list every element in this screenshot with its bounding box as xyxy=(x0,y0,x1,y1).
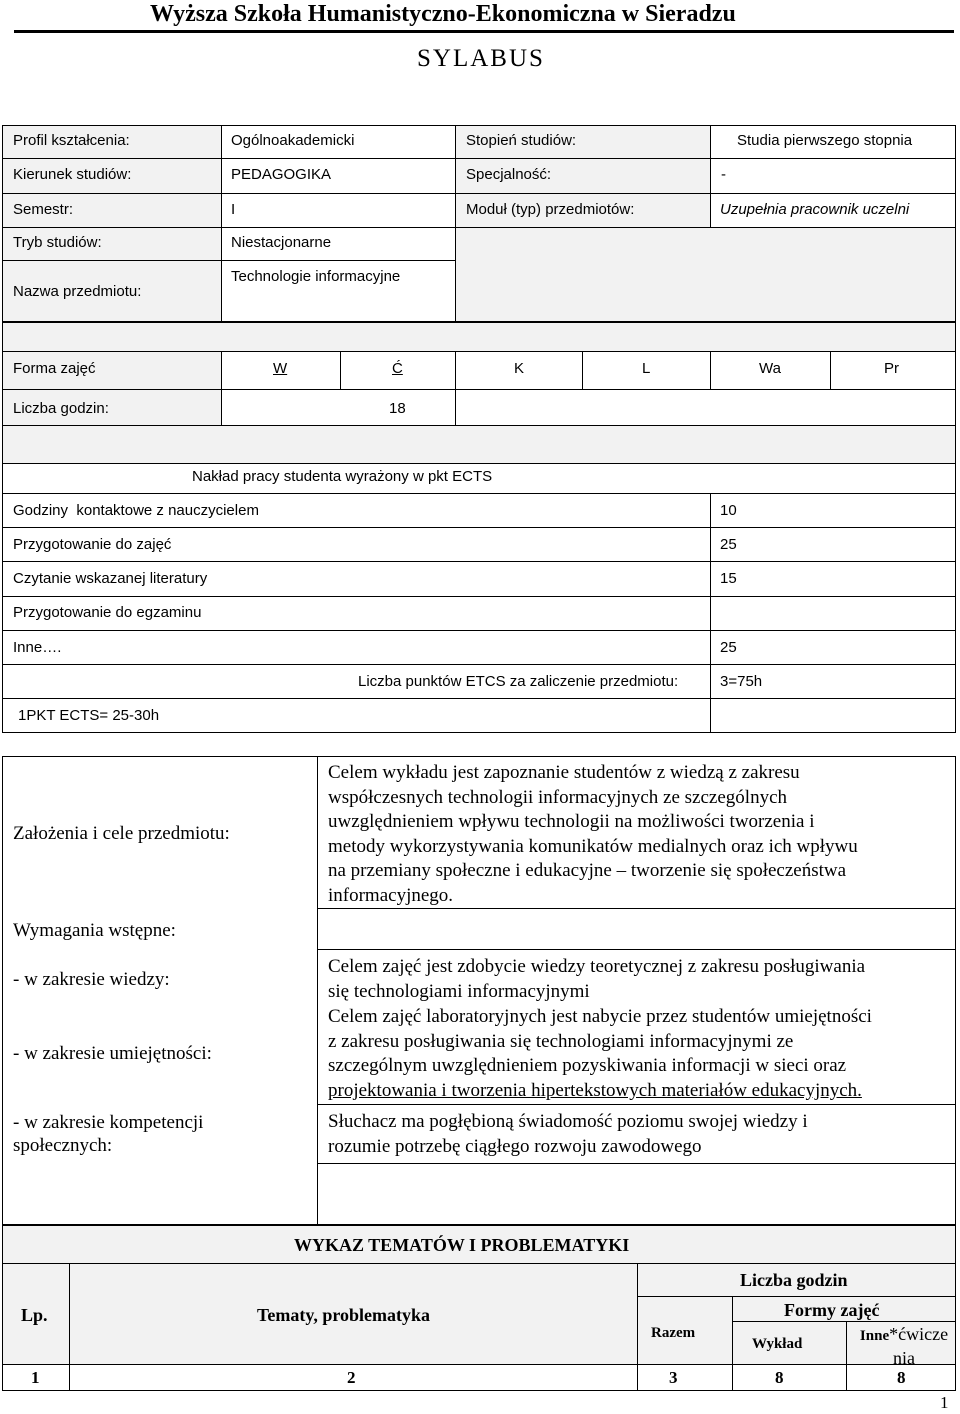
form-header-c: Ć xyxy=(392,360,403,377)
ects-note: 1PKT ECTS= 25-30h xyxy=(18,707,160,724)
formy-zajec-header: Formy zajęć xyxy=(784,1300,880,1320)
semestr-label: Semestr: xyxy=(13,201,74,218)
zalozenia-label: Założenia i cele przedmiotu: xyxy=(13,823,230,844)
col-number: 3 xyxy=(669,1368,678,1387)
umiejetnosci-text xyxy=(328,1005,872,1103)
col-number: 1 xyxy=(31,1368,40,1387)
wiedza-label: - w zakresie wiedzy: xyxy=(13,969,170,990)
form-header-wa: Wa xyxy=(759,360,781,377)
text-line: informacyjnego. xyxy=(328,884,454,906)
liczba-godzin-header: Liczba godzin xyxy=(740,1270,848,1290)
kompetencje-label-line: społecznych: xyxy=(13,1135,113,1156)
inne-header-part: Inne xyxy=(859,1328,890,1344)
topics-title: WYKAZ TEMATÓW I PROBLEMATYKI xyxy=(294,1235,630,1255)
razem-header: Razem xyxy=(651,1325,696,1341)
text-line: Słuchacz ma pogłębioną świadomość poziomu swojej wiedzy i xyxy=(328,1111,808,1132)
text-line: uwzględnieniem wpływu technologii na możliwości tworzenia i xyxy=(328,811,815,833)
ects-total-value: 3=75h xyxy=(720,673,763,690)
umiejetnosci-label: - w zakresie umiejętności: xyxy=(13,1043,212,1064)
form-header-l: L xyxy=(642,360,651,377)
text-line: współczesnych technologii informacyjnych ze szczególnych xyxy=(328,786,787,808)
ects-row-label: Czytanie wskazanej literatury xyxy=(13,570,208,587)
doc-title: SYLABUS xyxy=(417,45,545,72)
profil-value: Ogólnoakademicki xyxy=(231,132,355,149)
text-line: projektowania i tworzenia hipertekstowych materiałów edukacyjnych. xyxy=(328,1079,862,1101)
text-line: Celem zajęć jest zdobycie wiedzy teoretycznej z zakresu posługiwania xyxy=(328,956,866,977)
ects-row-value: 10 xyxy=(720,502,737,519)
ects-title: Nakład pracy studenta wyrażony w pkt ECTS xyxy=(192,468,493,485)
text-line: metody wykorzystywania komunikatów medialnych oraz ich wpływu xyxy=(328,835,858,857)
text-line: rozumie potrzebę ciągłego rozwoju zawodowego xyxy=(328,1135,702,1157)
ects-total-label: Liczba punktów ETCS za zaliczenie przedmiotu: xyxy=(358,673,679,690)
wiedza-text xyxy=(328,955,865,1004)
tryb-value: Niestacjonarne xyxy=(231,234,332,251)
specjalnosc-label: Specjalność: xyxy=(466,166,552,183)
profil-label: Profil kształcenia: xyxy=(13,132,130,149)
ects-row-value: 25 xyxy=(720,639,737,656)
tryb-label: Tryb studiów: xyxy=(13,234,102,251)
text-line: szczególnym uwzględnieniem pozyskiwania informacji w sieci oraz xyxy=(328,1055,847,1077)
form-header-w: W xyxy=(273,360,288,377)
modul-value: Uzupełnia pracownik uczelni xyxy=(720,201,910,218)
page-number: 1 xyxy=(940,1393,949,1412)
forms-label: Forma zajęć xyxy=(13,360,96,377)
profile-shade-right xyxy=(455,227,955,321)
ects-row-value: 25 xyxy=(720,536,737,553)
inne-header xyxy=(852,1323,956,1369)
col-number: 8 xyxy=(897,1368,906,1387)
semestr-value: I xyxy=(231,201,236,218)
wyklad-header: Wykład xyxy=(752,1336,803,1352)
text-line: z zakresu posługiwania się technologiami informacyjnymi ze xyxy=(328,1030,794,1052)
modul-label: Moduł (typ) przedmiotów: xyxy=(466,201,635,218)
lp-header: Lp. xyxy=(21,1305,48,1325)
ects-row-label: Godziny kontaktowe z nauczycielem xyxy=(13,502,259,519)
inne-header-part: nia xyxy=(893,1348,915,1368)
school-name: Wyższa Szkoła Humanistyczno-Ekonomiczna w Sieradzu xyxy=(150,1,736,27)
col-number: 8 xyxy=(775,1368,784,1387)
specjalnosc-value: - xyxy=(721,166,726,183)
text-line: się technologiami informacyjnymi xyxy=(328,980,590,1002)
hours-label: Liczba godzin: xyxy=(13,400,109,417)
hours-w-value: 18 xyxy=(389,400,406,417)
kompetencje-label-line: - w zakresie kompetencji xyxy=(13,1112,204,1133)
form-header-k: K xyxy=(514,360,525,377)
tematy-header: Tematy, problematyka xyxy=(257,1305,431,1325)
ects-row-label: Przygotowanie do egzaminu xyxy=(13,604,202,621)
nazwa-label: Nazwa przedmiotu: xyxy=(13,283,142,300)
form-header-pr: Pr xyxy=(884,360,899,377)
stopien-value: Studia pierwszego stopnia xyxy=(737,132,913,149)
text-line: na przemiany społeczne i edukacyjne – tworzenie się społeczeństwa xyxy=(328,860,847,882)
kompetencje-label xyxy=(13,1111,203,1157)
zalozenia-text xyxy=(328,761,858,909)
stopien-label: Stopień studiów: xyxy=(466,132,577,149)
inne-header-part: *ćwicze xyxy=(889,1324,949,1344)
col-number: 2 xyxy=(347,1368,356,1387)
kierunek-value: PEDAGOGIKA xyxy=(231,166,332,183)
kierunek-label: Kierunek studiów: xyxy=(13,166,132,183)
text-line: Celem wykładu jest zapoznanie studentów z wiedzą z zakresu xyxy=(328,762,800,783)
wymagania-label: Wymagania wstępne: xyxy=(13,920,176,941)
ects-row-label: Przygotowanie do zajęć xyxy=(13,536,172,553)
nazwa-value: Technologie informacyjne xyxy=(231,268,401,285)
ects-row-value: 15 xyxy=(720,570,737,587)
ects-row-label: Inne…. xyxy=(13,639,62,656)
header-rule xyxy=(14,30,954,33)
kompetencje-text xyxy=(328,1110,808,1159)
text-line: Celem zajęć laboratoryjnych jest nabycie przez studentów umiejętności xyxy=(328,1006,872,1027)
